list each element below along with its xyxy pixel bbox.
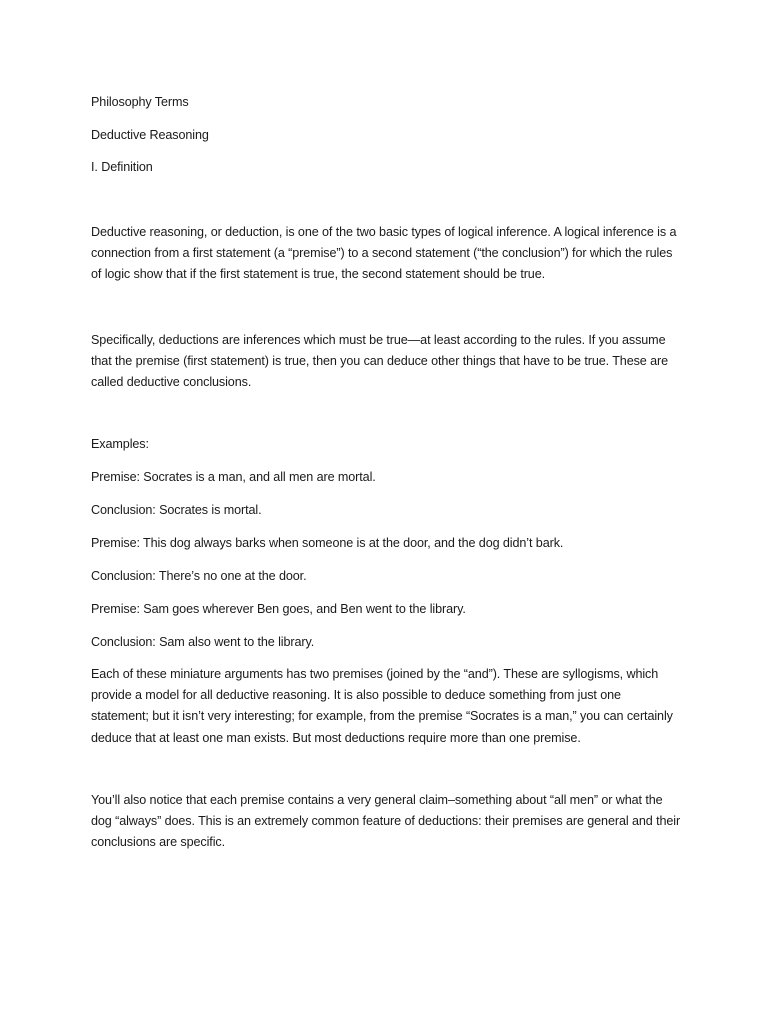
example-premise-3: Premise: Sam goes wherever Ben goes, and Ben went to the library. xyxy=(91,602,466,616)
example-conclusion-1: Conclusion: Socrates is mortal. xyxy=(91,503,262,517)
paragraph-general-claims: You’ll also notice that each premise contains a very general claim–something about “all men” or what the dog “always” does. This is an extremely common feature of deductions: their premises are general and their conclusions are specific. xyxy=(91,793,681,850)
document-subject: Deductive Reasoning xyxy=(91,128,209,142)
paragraph-syllogisms: Each of these miniature arguments has two premises (joined by the “and”). These are syllogisms, which provide a model for all deductive reasoning. It is also possible to deduce something from just one statement; but it isn’t very interesting; for example, from the premise “Socrates is a man,” you can certainly deduce that at least one man exists. But most deductions require more than one premise. xyxy=(91,667,673,745)
examples-label: Examples: xyxy=(91,437,149,451)
example-conclusion-2: Conclusion: There’s no one at the door. xyxy=(91,569,307,583)
example-conclusion-3: Conclusion: Sam also went to the library. xyxy=(91,635,315,649)
paragraph-definition: Deductive reasoning, or deduction, is one of the two basic types of logical inference. A logical inference is a connection from a first statement (a “premise”) to a second statement (“the conclusion”) for which the rules of logic show that if the first statement is true, the second statement should be true. xyxy=(91,225,677,282)
document-title: Philosophy Terms xyxy=(91,95,189,109)
example-premise-2: Premise: This dog always barks when someone is at the door, and the dog didn’t bark. xyxy=(91,536,564,550)
section-heading: I. Definition xyxy=(91,160,153,174)
example-premise-1: Premise: Socrates is a man, and all men are mortal. xyxy=(91,470,376,484)
paragraph-specifically: Specifically, deductions are inferences which must be true—at least according to the rules. If you assume that the premise (first statement) is true, then you can deduce other things that have to be true. These are called deductive conclusions. xyxy=(91,333,669,390)
